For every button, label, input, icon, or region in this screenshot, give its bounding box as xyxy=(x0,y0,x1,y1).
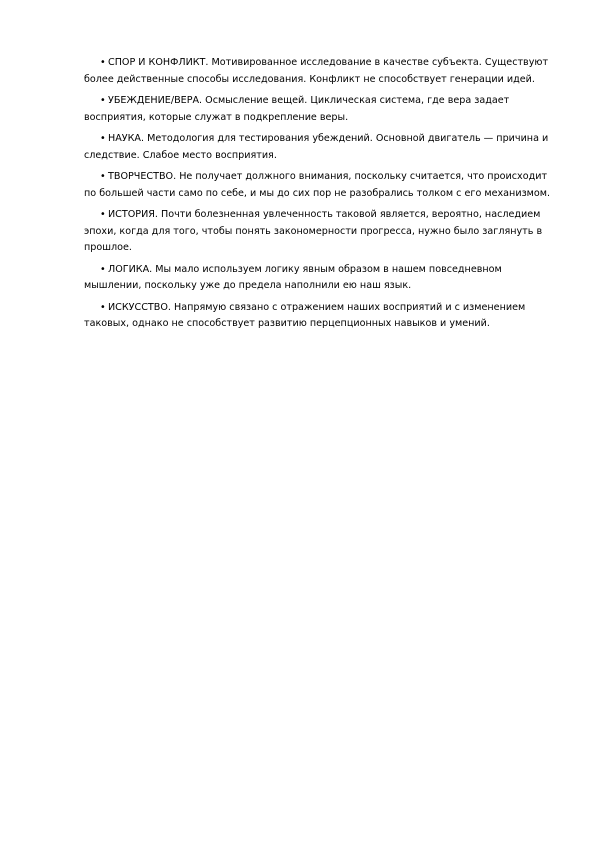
bullet-icon: • xyxy=(100,263,106,275)
list-item-text: ЛОГИКА. Мы мало используем логику явным образом в нашем повседневном мышлении, поскольку уже до предела наполнили ею наш язык. xyxy=(84,263,502,291)
bullet-icon: • xyxy=(100,133,106,144)
list-item-text: СПОР И КОНФЛИКТ. Мотивированное исследование в качестве субъекта. Существуют более действенные способы исследования. Конфликт не способствует генерации идей. xyxy=(84,57,549,85)
list-item-science xyxy=(84,131,559,164)
list-item-art xyxy=(84,300,559,333)
bullet-icon: • xyxy=(100,171,106,182)
list-item-argument xyxy=(84,55,559,88)
list-item-text: ИСТОРИЯ. Почти болезненная увлеченность таковой является, вероятно, наследием эпохи, когда для того, чтобы понять закономерности прогресса, нужно было заглянуть в прошлое. xyxy=(84,209,543,253)
list-item-belief xyxy=(84,93,559,126)
list-item-text: УБЕЖДЕНИЕ/ВЕРА. Осмысление вещей. Циклическая система, где вера задает восприятия, которые служат в подкрепление веры. xyxy=(84,95,510,123)
list-item-creativity xyxy=(84,169,559,202)
list-item-text: НАУКА. Методология для тестирования убеждений. Основной двигатель — причина и следствие. Слабое место восприятия. xyxy=(84,133,549,161)
list-item-history xyxy=(84,207,559,257)
bullet-list xyxy=(84,55,559,338)
list-item-text: ИСКУССТВО. Напрямую связано с отражением наших восприятий и с изменением таковых, однако не способствует развитию перцепционных навыков и умений. xyxy=(84,301,526,329)
list-item-logic xyxy=(84,262,559,295)
bullet-icon: • xyxy=(100,301,106,313)
bullet-icon: • xyxy=(100,209,106,220)
list-item-text: ТВОРЧЕСТВО. Не получает должного внимания, поскольку считается, что происходит по большей части само по себе, и мы до сих пор не разобрались толком с его механизмом. xyxy=(84,171,551,199)
bullet-icon: • xyxy=(100,95,106,106)
bullet-icon: • xyxy=(100,57,106,68)
